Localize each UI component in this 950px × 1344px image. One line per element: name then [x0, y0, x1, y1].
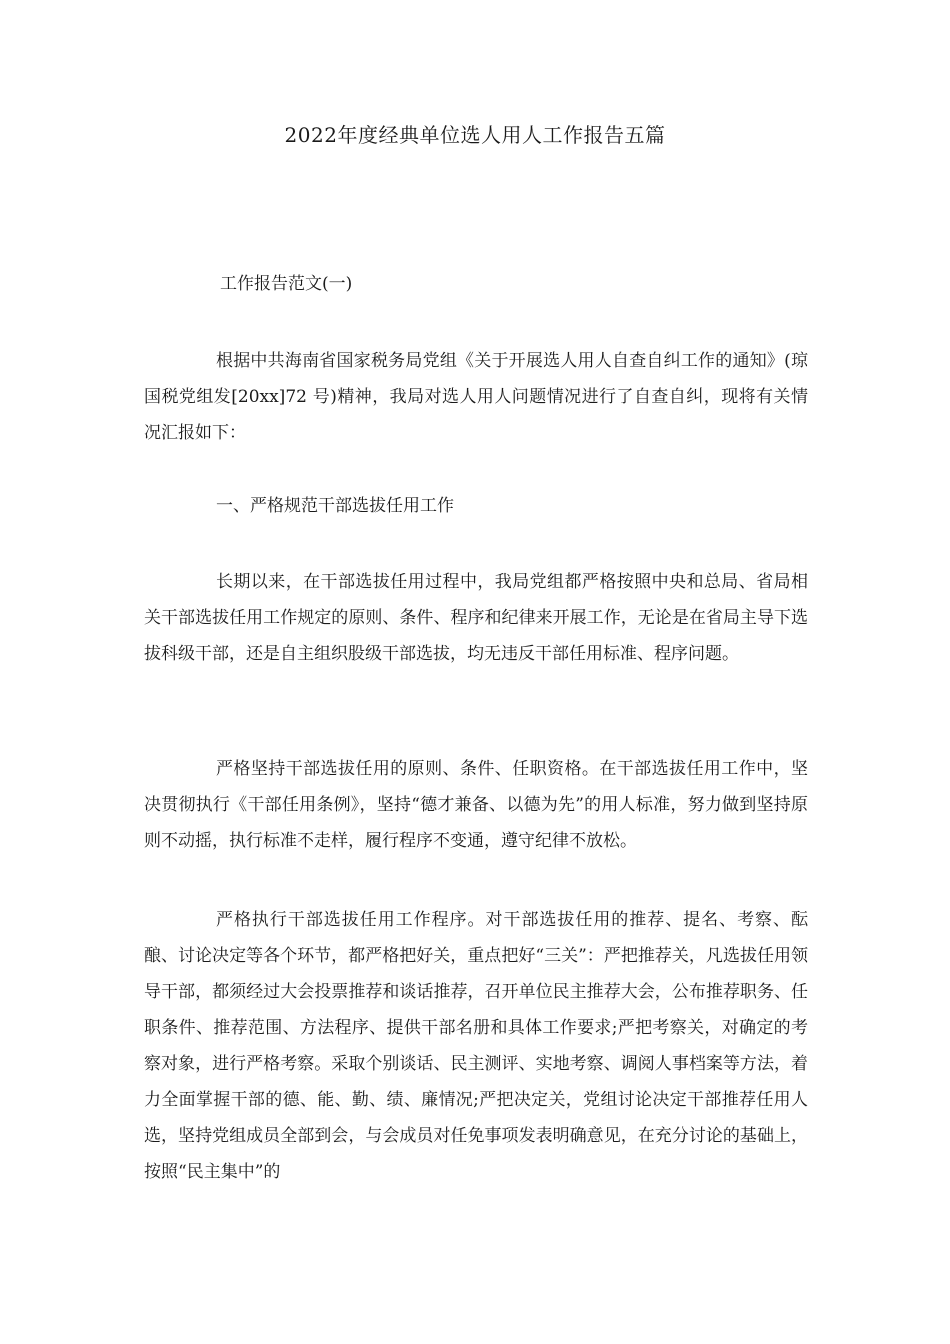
section-subtitle: 工作报告范文(一)	[220, 274, 353, 294]
paragraph-body: 严格坚持干部选拔任用的原则、条件、任职资格。在干部选拔任用工作中，坚决贯彻执行《干部任用条例》，坚持“德才兼备、以德为先”的用人标准，努力做到坚持原则不动摇，执行标准不走样，履行程序不变通，遵守纪律不放松。	[144, 759, 808, 851]
document-title: 2022年度经典单位选人用人工作报告五篇	[284, 123, 666, 147]
paragraph-body: 长期以来，在干部选拔任用过程中，我局党组都严格按照中央和总局、省局相关干部选拔任用工作规定的原则、条件、程序和纪律来开展工作，无论是在省局主导下选拔科级干部，还是自主组织股级干部选拔，均无违反干部任用标准、程序问题。	[144, 572, 808, 664]
paragraph-body: 严格执行干部选拔任用工作程序。对干部选拔任用的推荐、提名、考察、酝酿、讨论决定等各个环节，都严格把好关，重点把好“三关”：严把推荐关，凡选拔任用领导干部，都须经过大会投票推荐和谈话推荐，召开单位民主推荐大会，公布推荐职务、任职条件、推荐范围、方法程序、提供干部名册和具体工作要求;严把考察关，对确定的考察对象，进行严格考察。采取个别谈话、民主测评、实地考察、调阅人事档案等方法，着力全面掌握干部的德、能、勤、绩、廉情况;严把决定关，党组讨论决定干部推荐任用人选，坚持党组成员全部到会，与会成员对任免事项发表明确意见，在充分讨论的基础上，按照“民主集中”的	[144, 910, 808, 1182]
section-heading: 一、严格规范干部选拔任用工作	[216, 496, 454, 516]
paragraph-intro: 根据中共海南省国家税务局党组《关于开展选人用人自查自纠工作的通知》(琼国税党组发[20xx]72 号)精神，我局对选人用人问题情况进行了自查自纠，现将有关情况汇报如下：	[144, 351, 808, 443]
